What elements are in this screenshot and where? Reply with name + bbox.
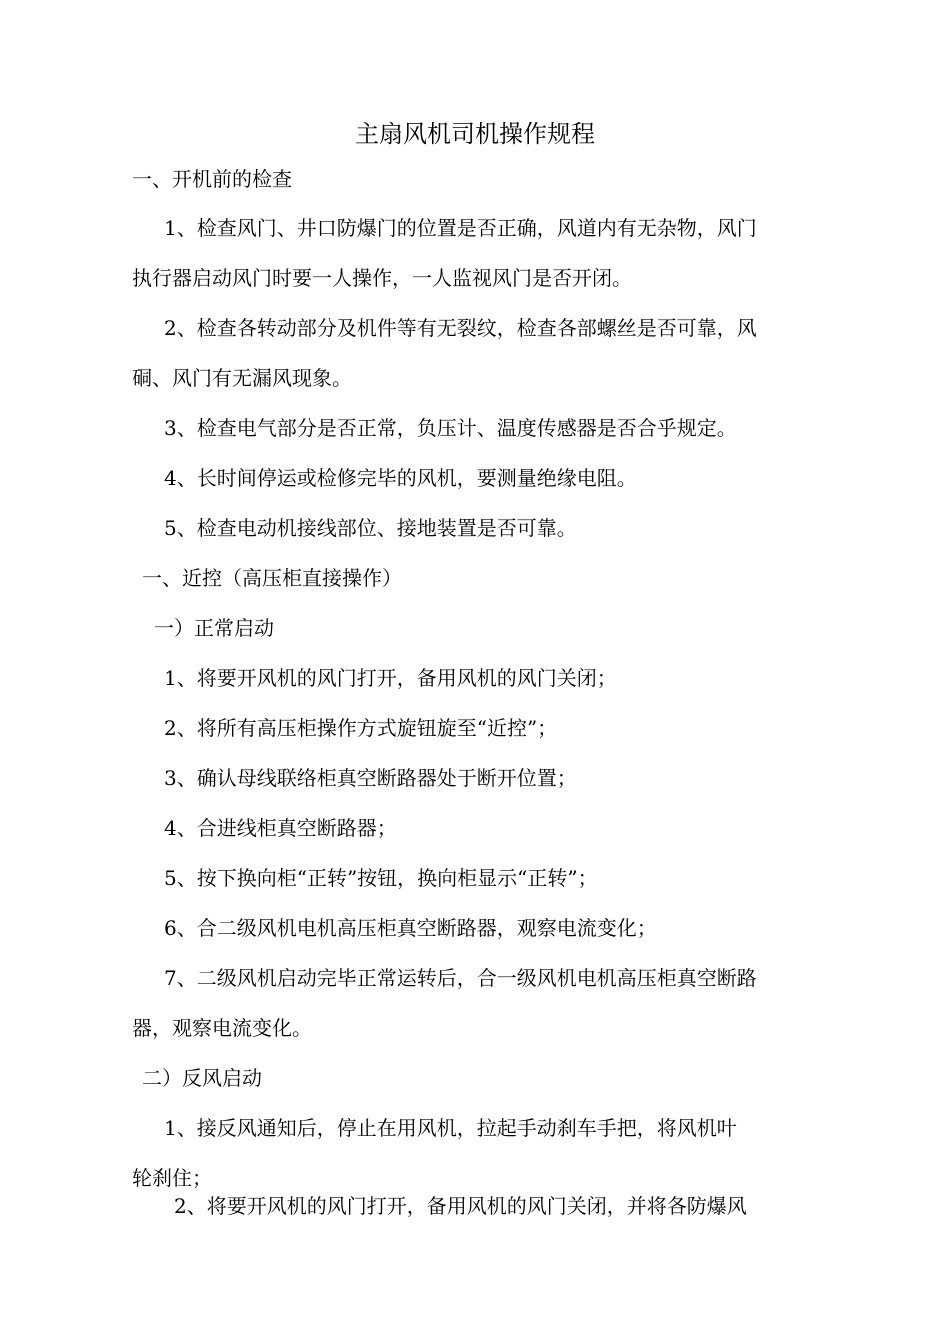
paragraph-line: 5、按下换向柜“正转”按钮，换向柜显示“正转”； xyxy=(164,866,598,890)
paragraph-line: 1、接反风通知后，停止在用风机，拉起手动刹车手把，将风机叶 xyxy=(164,1116,737,1140)
section-heading: 一、开机前的检查 xyxy=(132,167,292,191)
paragraph-line: 3、确认母线联络柜真空断路器处于断开位置； xyxy=(164,766,577,790)
document-title: 主扇风机司机操作规程 xyxy=(355,120,595,148)
paragraph-line: 4、合进线柜真空断路器； xyxy=(164,816,397,840)
paragraph-line: 3、检查电气部分是否正常，负压计、温度传感器是否合乎规定。 xyxy=(164,416,737,440)
paragraph-line: 4、长时间停运或检修完毕的风机，要测量绝缘电阻。 xyxy=(164,466,637,490)
paragraph-line: 1、检查风门、井口防爆门的位置是否正确，风道内有无杂物，风门 xyxy=(164,216,757,240)
subsection-heading: 一）正常启动 xyxy=(154,616,274,640)
section-heading: 一、近控（高压柜直接操作） xyxy=(142,566,402,590)
paragraph-line: 执行器启动风门时要一人操作，一人监视风门是否开闭。 xyxy=(132,266,632,290)
paragraph-line: 硐、风门有无漏风现象。 xyxy=(132,366,352,390)
paragraph-line: 7、二级风机启动完毕正常运转后，合一级风机电机高压柜真空断路 xyxy=(164,966,757,990)
paragraph-line: 轮刹住； xyxy=(132,1166,212,1190)
paragraph-line: 2、将要开风机的风门打开，备用风机的风门关闭，并将各防爆风 xyxy=(174,1194,747,1218)
paragraph-line: 5、检查电动机接线部位、接地装置是否可靠。 xyxy=(164,516,577,540)
paragraph-line: 6、合二级风机电机高压柜真空断路器，观察电流变化； xyxy=(164,916,657,940)
paragraph-line: 1、将要开风机的风门打开，备用风机的风门关闭； xyxy=(164,666,617,690)
paragraph-line: 器，观察电流变化。 xyxy=(132,1016,312,1040)
paragraph-line: 2、检查各转动部分及机件等有无裂纹，检查各部螺丝是否可靠，风 xyxy=(164,316,757,340)
paragraph-line: 2、将所有高压柜操作方式旋钮旋至“近控”； xyxy=(164,716,558,740)
subsection-heading: 二）反风启动 xyxy=(142,1066,262,1090)
